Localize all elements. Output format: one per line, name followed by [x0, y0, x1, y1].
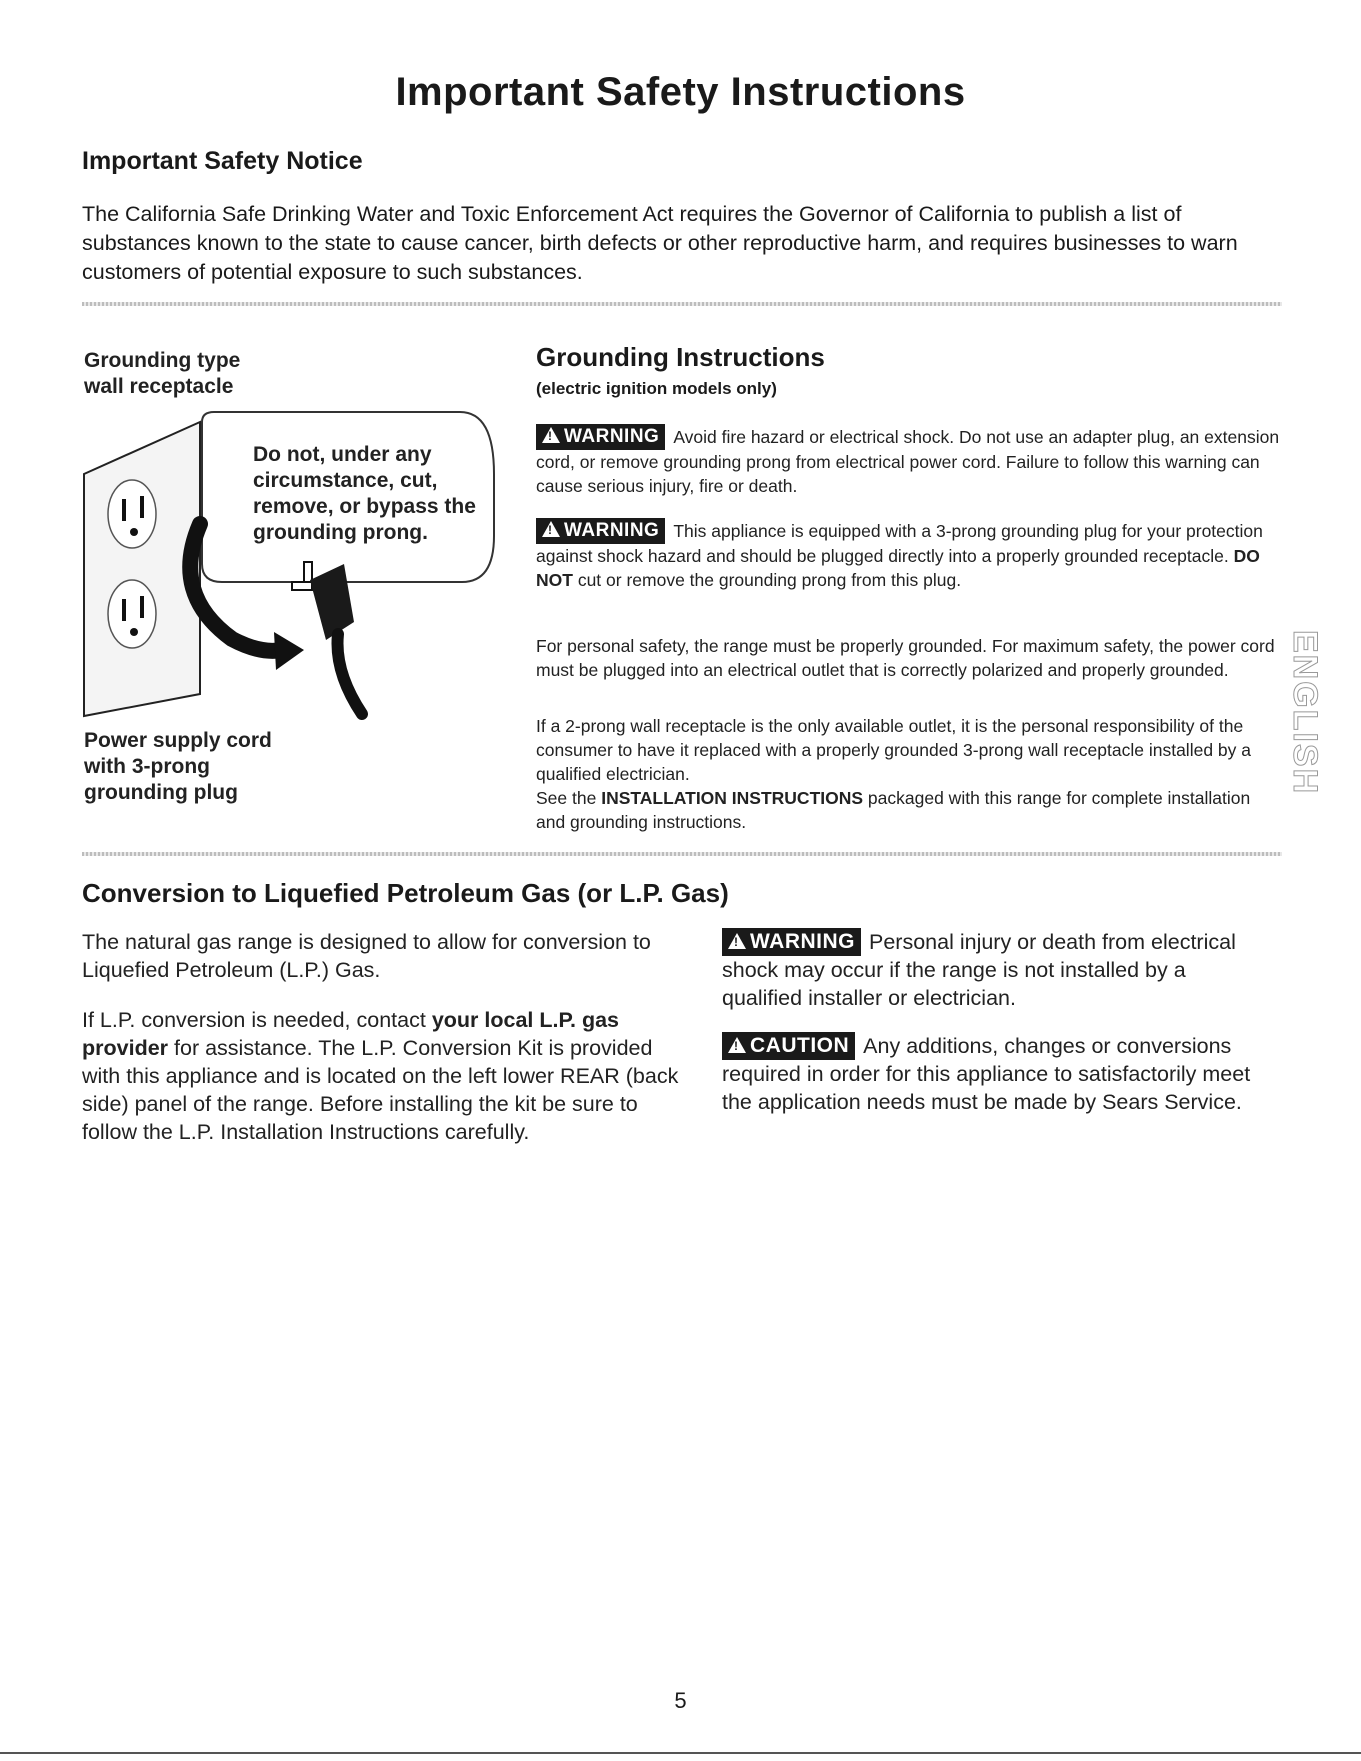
section-divider: [82, 852, 1282, 856]
section-divider: [82, 302, 1282, 306]
figure-label-receptacle: Grounding type wall receptacle: [84, 349, 241, 398]
warning-badge: !WARNING: [536, 424, 665, 450]
grounding-subheading: (electric ignition models only): [536, 379, 777, 398]
warning-badge: !WARNING: [536, 518, 665, 544]
page-number: 5: [674, 1688, 687, 1713]
grounding-warning-1: !WARNING Avoid fire hazard or electrical shock. Do not use an adapter plug, an extension cord, or remove grounding prong from electrical power cord. Failure to follow this warning can cause serious injury, fire or death.: [536, 424, 1281, 498]
grounding-paragraph-2: If a 2-prong wall receptacle is the only available outlet, it is the personal responsibility of the consumer to have it replaced with a properly grounded 3-prong wall receptacle installed by a qualified electrician.: [536, 716, 1251, 784]
lp-warning: !WARNING Personal injury or death from electrical shock may occur if the range is not installed by a qualified installer or electrician.: [722, 928, 1262, 1012]
notice-heading: Important Safety Notice: [82, 147, 363, 175]
warning-triangle-icon: [542, 427, 560, 443]
figure-label-cord: Power supply cord with 3-prong grounding plug: [84, 729, 272, 804]
notice-body: The California Safe Drinking Water and Toxic Enforcement Act requires the Governor of California to publish a list of substances known to the state to cause cancer, birth defects or other reproductive harm, and requires businesses to warn customers of potential exposure to such substances.: [82, 202, 1238, 284]
caution-triangle-icon: [728, 1037, 746, 1053]
grounding-paragraph-1: For personal safety, the range must be properly grounded. For maximum safety, the power cord must be plugged into an electrical outlet that is correctly polarized and properly grounded.: [536, 636, 1275, 680]
lp-heading: Conversion to Liquefied Petroleum Gas (or L.P. Gas): [82, 878, 729, 908]
grounding-paragraph-3: See the INSTALLATION INSTRUCTIONS packaged with this range for complete installation and grounding instructions.: [536, 788, 1251, 832]
warning-triangle-icon: [542, 521, 560, 537]
lp-paragraph-2: If L.P. conversion is needed, contact your local L.P. gas provider for assistance. The L.P. Conversion Kit is provided with this appliance and is located on the left lower REAR (back side) panel of the range. Before installing the kit be sure to follow the L.P. Installation Instructions carefully.: [82, 1008, 679, 1144]
lp-paragraph-1: The natural gas range is designed to allow for conversion to Liquefied Petroleum (L.P.) Gas.: [82, 930, 651, 982]
warning-triangle-icon: [728, 933, 746, 949]
grounding-callout: Do not, under any circumstance, cut, remove, or bypass the grounding prong.: [253, 443, 476, 544]
bottom-rule: [0, 1752, 1361, 1754]
caution-badge: !CAUTION: [722, 1032, 855, 1060]
grounding-heading: Grounding Instructions: [536, 342, 825, 372]
grounding-warning-2: !WARNING This appliance is equipped with a 3-prong grounding plug for your protection against shock hazard and should be plugged directly into a properly grounded receptacle. DO NOT cut or remove the grounding prong from this plug.: [536, 518, 1281, 592]
language-side-tab: ENGLISH: [1286, 630, 1324, 796]
warning-badge: !WARNING: [722, 928, 861, 956]
page-title: Important Safety Instructions: [395, 70, 966, 114]
lp-caution: !CAUTION Any additions, changes or conversions required in order for this appliance to satisfactorily meet the application needs must be made by Sears Service.: [722, 1032, 1262, 1116]
